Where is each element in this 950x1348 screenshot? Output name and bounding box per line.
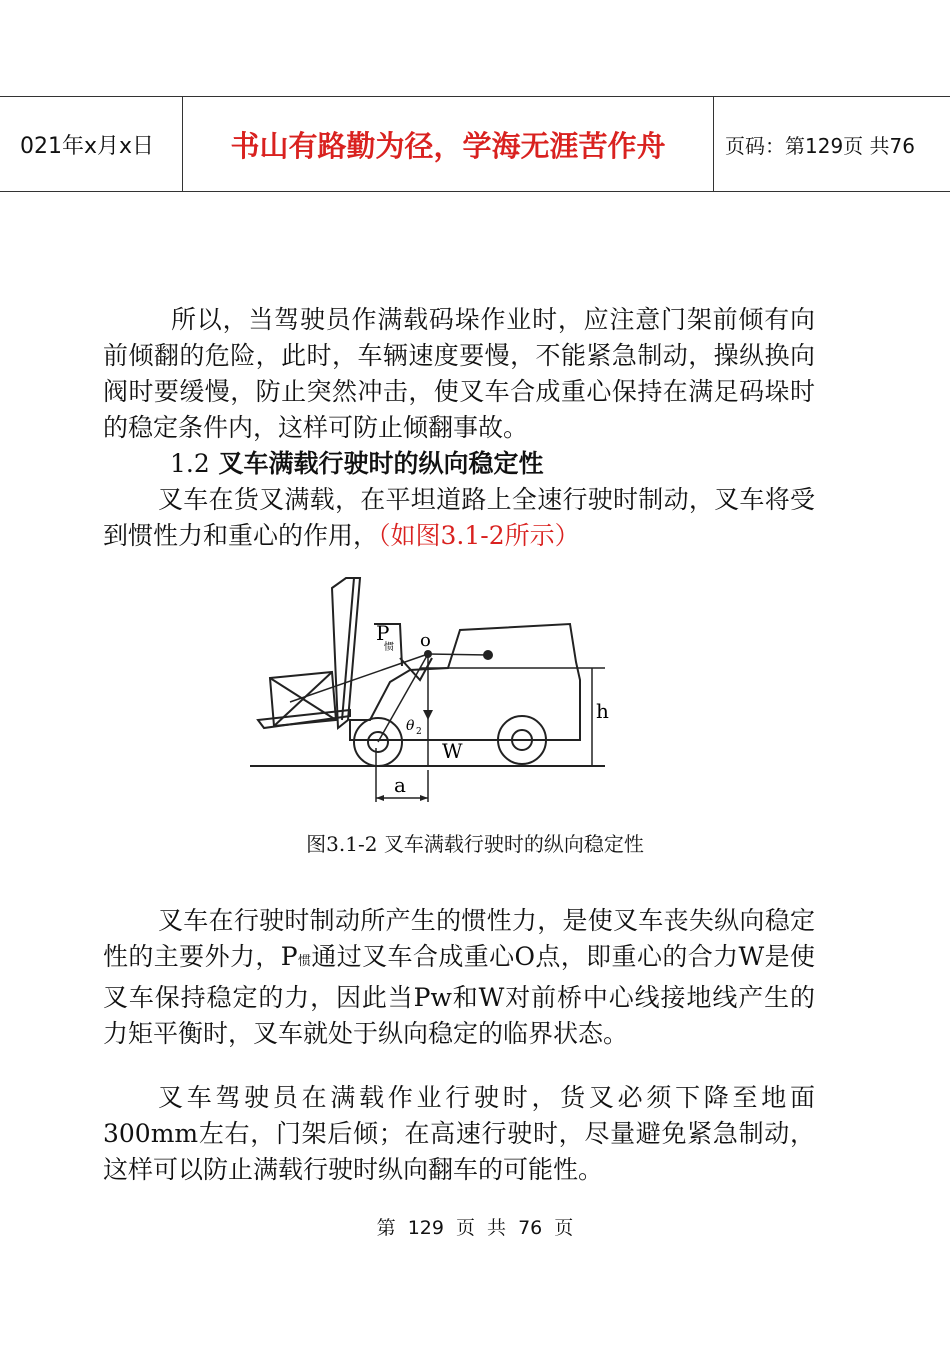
label-a: a [394, 773, 406, 797]
label-theta: θ [406, 718, 415, 734]
section-heading [170, 446, 544, 482]
page-footer: 第 129 页 共 76 页 [376, 1217, 574, 1239]
forklift-diagram [250, 570, 610, 810]
figure-reference: （如图3.1-2所示） [378, 521, 580, 550]
paragraph-2 [103, 482, 815, 554]
paragraph-3-subscript: 惯 [297, 954, 312, 969]
label-h: h [596, 699, 609, 723]
header-date: 021年x月x日 [0, 97, 183, 191]
weight-arrow [423, 710, 433, 720]
paragraph-3-text-b: 通过叉车合成重心O点，即重心的合力W是使叉车保持稳定的力，因此当Pw和W对前桥中心线接地线产生的力矩平衡时，叉车就处于纵向稳定的临界状态。 [103, 942, 815, 1048]
page-header [0, 96, 950, 192]
mast [332, 578, 360, 728]
label-w: W [442, 739, 463, 763]
paragraph-3-text-a: 叉车在行驶时制动所产生的惯性力，是使叉车丧失纵向稳定性的主要外力，P [103, 906, 815, 971]
front-wheel [354, 718, 402, 766]
header-page-info: 页码：第129页 共76 [725, 133, 915, 158]
paragraph-2-text: 叉车在货叉满载，在平坦道路上全速行驶时制动，叉车将受到惯性力和重心的作用， [103, 485, 815, 550]
figure-caption: 图3.1-2 叉车满载行驶时的纵向稳定性 [306, 832, 644, 856]
label-theta-sub: 2 [416, 727, 422, 737]
section-number: 1.2 [170, 449, 210, 478]
center-of-gravity-point [424, 650, 432, 658]
section-title: 叉车满载行驶时的纵向稳定性 [218, 449, 544, 478]
paragraph-1: 所以，当驾驶员作满载码垛作业时，应注意门架前倾有向前倾翻的危险，此时，车辆速度要慢，不能紧急制动，操纵换向阀时要缓慢，防止突然冲击，使叉车合成重心保持在满足码垛时的稳定条件内，这样可防止倾翻事故。 [103, 305, 815, 442]
paragraph-3 [103, 903, 815, 1052]
label-o: o [420, 630, 431, 651]
label-p: P [376, 621, 390, 645]
label-p-sub: 惯 [384, 642, 394, 653]
paragraph-4: 叉车驾驶员在满载作业行驶时，货叉必须下降至地面300mm左右，门架后倾；在高速行驶时，尽量避免紧急制动，这样可以防止满载行驶时纵向翻车的可能性。 [103, 1083, 815, 1184]
header-motto: 书山有路勤为径，学海无涯苦作舟 [183, 97, 714, 191]
